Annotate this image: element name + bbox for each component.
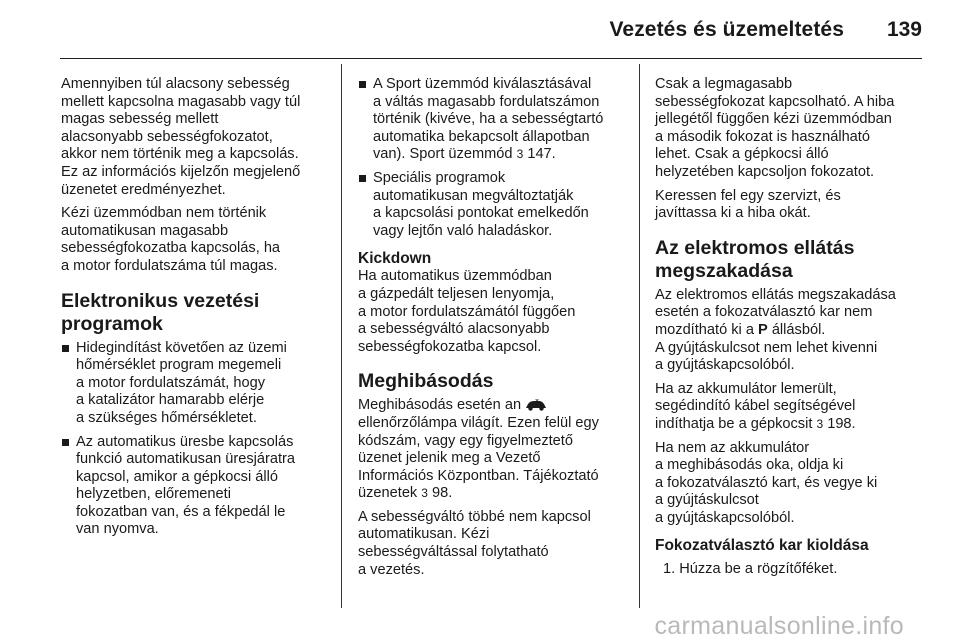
page-reference-icon: 3 xyxy=(421,486,428,501)
heading-power-interruption: Az elektromos ellátás megszakadása xyxy=(655,236,855,282)
heading-fault: Meghibásodás xyxy=(358,370,494,393)
page-reference-icon: 3 xyxy=(816,416,824,431)
page-number: 139 xyxy=(886,18,922,41)
paragraph-kickdown: Ha automatikus üzemmódban a gázpedált teljesen lenyomja, a motor fordulatszámától függően a sebességváltó alacsonyabb sebességfokozatba kapcsol. xyxy=(358,268,576,355)
heading-selector-release: Fokozatválasztó kar kioldása xyxy=(655,537,869,555)
bullet-square-icon xyxy=(359,175,366,182)
page-header xyxy=(0,0,960,56)
bullet-square-icon xyxy=(62,439,69,446)
paragraph-fault: Meghibásodás esetén an ellenőrzőlámpa világít. Ezen felül egy kódszám, vagy egy figyelmeztető üzenet jelenik meg a Vezető Információs Központban. Tájékoztató üzenetek 3 98. xyxy=(358,397,599,502)
column-3 xyxy=(655,76,925,585)
paragraph-shift-warning: Amennyiben túl alacsony sebesség mellett kapcsolna magasabb vagy túl magas sebesség mellett alacsonyabb sebességfokozatot, akkor nem történik meg a kapcsolás. Ez az információs kijelzőn megjelenő üzenetet eredményezhet. xyxy=(61,76,301,198)
page-reference-link[interactable]: 147. xyxy=(527,146,556,163)
column-divider-1 xyxy=(341,64,342,608)
bullet-special-programs: Speciális programok automatikusan megváltoztatják a kapcsolási pontokat emelkedőn vagy lejtőn való haladáskor. xyxy=(358,170,624,240)
page-reference-link[interactable]: 198. xyxy=(827,415,856,432)
column-divider-2 xyxy=(639,64,640,608)
page-reference-icon: 3 xyxy=(516,147,524,162)
bullet-square-icon xyxy=(359,81,366,88)
watermark: carmanualsonline.info xyxy=(654,612,904,640)
step-1: 1. Húzza be a rögzítőféket. xyxy=(663,561,838,578)
paragraph-power-interruption: Az elektromos ellátás megszakadása esetén a fokozatválasztó kar nem mozdítható ki a P állásból. A gyújtáskulcsot nem lehet kivenni a gyújtáskapcsolóból. xyxy=(655,286,896,374)
heading-kickdown: Kickdown xyxy=(358,250,432,268)
section-title: Vezetés és üzemeltetés xyxy=(609,18,844,41)
bullet-square-icon xyxy=(62,345,69,352)
paragraph-manual-mode: Kézi üzemmódban nem történik automatikusan magasabb sebességfokozatba kapcsolás, ha a motor fordulatszáma túl magas. xyxy=(61,205,281,274)
paragraph-no-auto-shift: A sebességváltó többé nem kapcsol automatikusan. Kézi sebességváltással folytatható a vezetés. xyxy=(358,508,591,578)
column-1 xyxy=(61,76,323,545)
page-reference-link[interactable]: 98. xyxy=(432,485,453,502)
bullet-auto-neutral: Az automatikus üresbe kapcsolás funkció automatikusan üresjáratra kapcsol, amikor a gépkocsi álló helyzetben, előremeneti fokozatban van, és a fékpedál le van nyomva. xyxy=(61,434,323,540)
heading-electronic-programs: Elektronikus vezetési programok xyxy=(61,289,260,335)
column-2 xyxy=(358,76,624,585)
paragraph-battery: Ha az akkumulátor lemerült, segédindító kábel segítségével indíthatja be a gépkocsit 3 198. xyxy=(655,380,856,432)
bullet-sport-mode: A Sport üzemmód kiválasztásával a váltás magasabb fordulatszámon történik (kivéve, ha a sebességtartó automatika bekapcsolt állapotban van). Sport üzemmód 3 147. xyxy=(358,76,624,164)
paragraph-other-cause: Ha nem az akkumulátor a meghibásodás oka, oldja ki a fokozatválasztó kart, és vegye ki a gyújtáskulcsot a gyújtáskapcsolóból. xyxy=(655,439,878,526)
transmission-warning-car-icon xyxy=(525,399,547,411)
park-position-label: P xyxy=(758,321,768,338)
paragraph-workshop: Keressen fel egy szervizt, és javíttassa ki a hiba okát. xyxy=(655,187,841,222)
header-divider xyxy=(60,58,922,59)
paragraph-highest-gear: Csak a legmagasabb sebességfokozat kapcsolható. A hiba jellegétől függően kézi üzemmódban a második fokozat is használható lehet. Csak a gépkocsi álló helyzetében kapcsoljon fokozatot. xyxy=(655,76,895,180)
bullet-cold-start: Hidegindítást követően az üzemi hőmérséklet program megemeli a motor fordulatszámát, hogy a katalizátor hamarabb elérje a szükséges hőmérsékletet. xyxy=(61,340,323,428)
